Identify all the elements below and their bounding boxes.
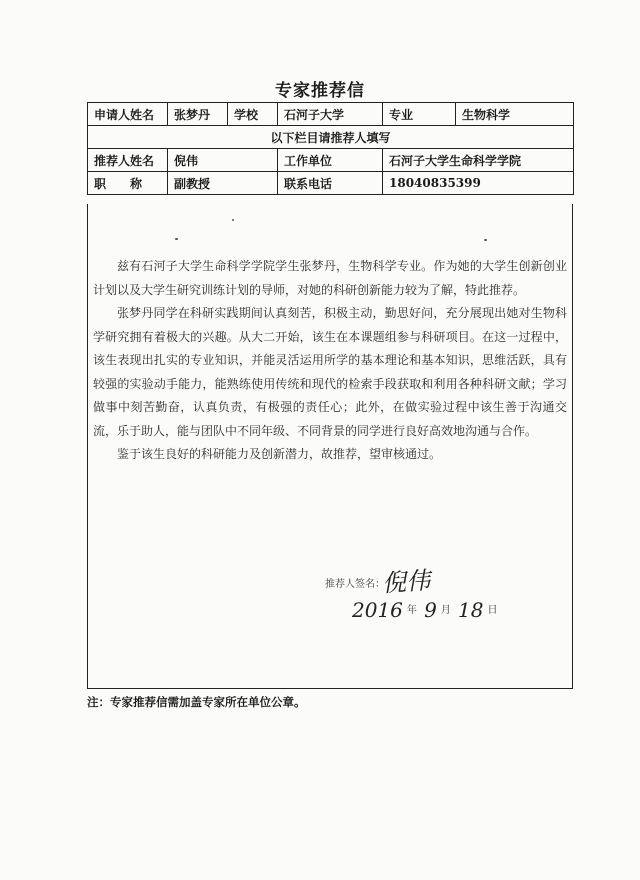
signature-label: 推荐人签名： (325, 579, 385, 590)
section-note: 以下栏目请推荐人填写 (88, 126, 574, 149)
work-unit-label: 工作单位 (278, 149, 383, 172)
phone-label: 联系电话 (278, 172, 383, 195)
job-title-label: 职 称 (88, 172, 168, 195)
scan-speck (484, 239, 487, 241)
signature-date (352, 598, 501, 622)
major-value: 生物科学 (456, 103, 574, 126)
signature-handwritten: 倪伟 (381, 566, 432, 598)
job-title-value: 副教授 (168, 172, 278, 195)
scan-speck (232, 219, 234, 221)
applicant-name-label: 申请人姓名 (88, 103, 168, 126)
phone-value: 18040835399 (383, 172, 574, 195)
date-month-unit: 月 (440, 605, 451, 616)
info-table (87, 102, 574, 195)
date-day: 18 (458, 598, 484, 622)
letter-paragraph-1: 兹有石河子大学生命科学学院学生张梦丹，生物科学专业。作为她的大学生创新创业计划以及大学生研究训练计划的导师，对她的科研创新能力较为了解，特此推荐。 (93, 259, 567, 297)
letter-text (93, 255, 567, 467)
scan-speck (175, 238, 178, 240)
date-year-unit: 年 (406, 605, 417, 616)
major-label: 专业 (383, 103, 456, 126)
footnote: 注：专家推荐信需加盖专家所在单位公章。 (87, 695, 306, 709)
letter-paragraph-2: 张梦丹同学在科研实践期间认真刻苦，积极主动，勤思好问，充分展现出她对生物科学研究拥有着极大的兴趣。从大二开始，该生在本课题组参与科研项目。在这一过程中，该生表现出扎实的专业知识，并能灵活运用所学的基本理论和基本知识，思维活跃，具有较强的实验动手能力，能熟练使用传统和现代的检索手段获取和利用各种科研文献；学习做事中刻苦勤奋，认真负责，有极强的责任心；此外，在做实验过程中该生善于沟通交流，乐于助人，能与团队中不同年级、不同背景的同学进行良好高效地沟通与合作。 (93, 306, 567, 438)
school-label: 学校 (228, 103, 278, 126)
work-unit-value: 石河子大学生命科学学院 (383, 149, 574, 172)
recommender-name-label: 推荐人姓名 (88, 149, 168, 172)
school-value: 石河子大学 (278, 103, 383, 126)
date-year: 2016 (352, 598, 403, 622)
title-row (88, 172, 574, 195)
recommender-name: 倪伟 (168, 149, 278, 172)
letter-paragraph-3: 鉴于该生良好的科研能力及创新潜力，故推荐，望审核通过。 (117, 447, 442, 461)
section-note-row (88, 126, 574, 149)
applicant-row (88, 103, 574, 126)
page-title: 专家推荐信 (275, 81, 365, 101)
date-day-unit: 日 (487, 605, 498, 616)
date-month: 9 (424, 598, 437, 622)
applicant-name: 张梦丹 (168, 103, 228, 126)
recommender-row (88, 149, 574, 172)
